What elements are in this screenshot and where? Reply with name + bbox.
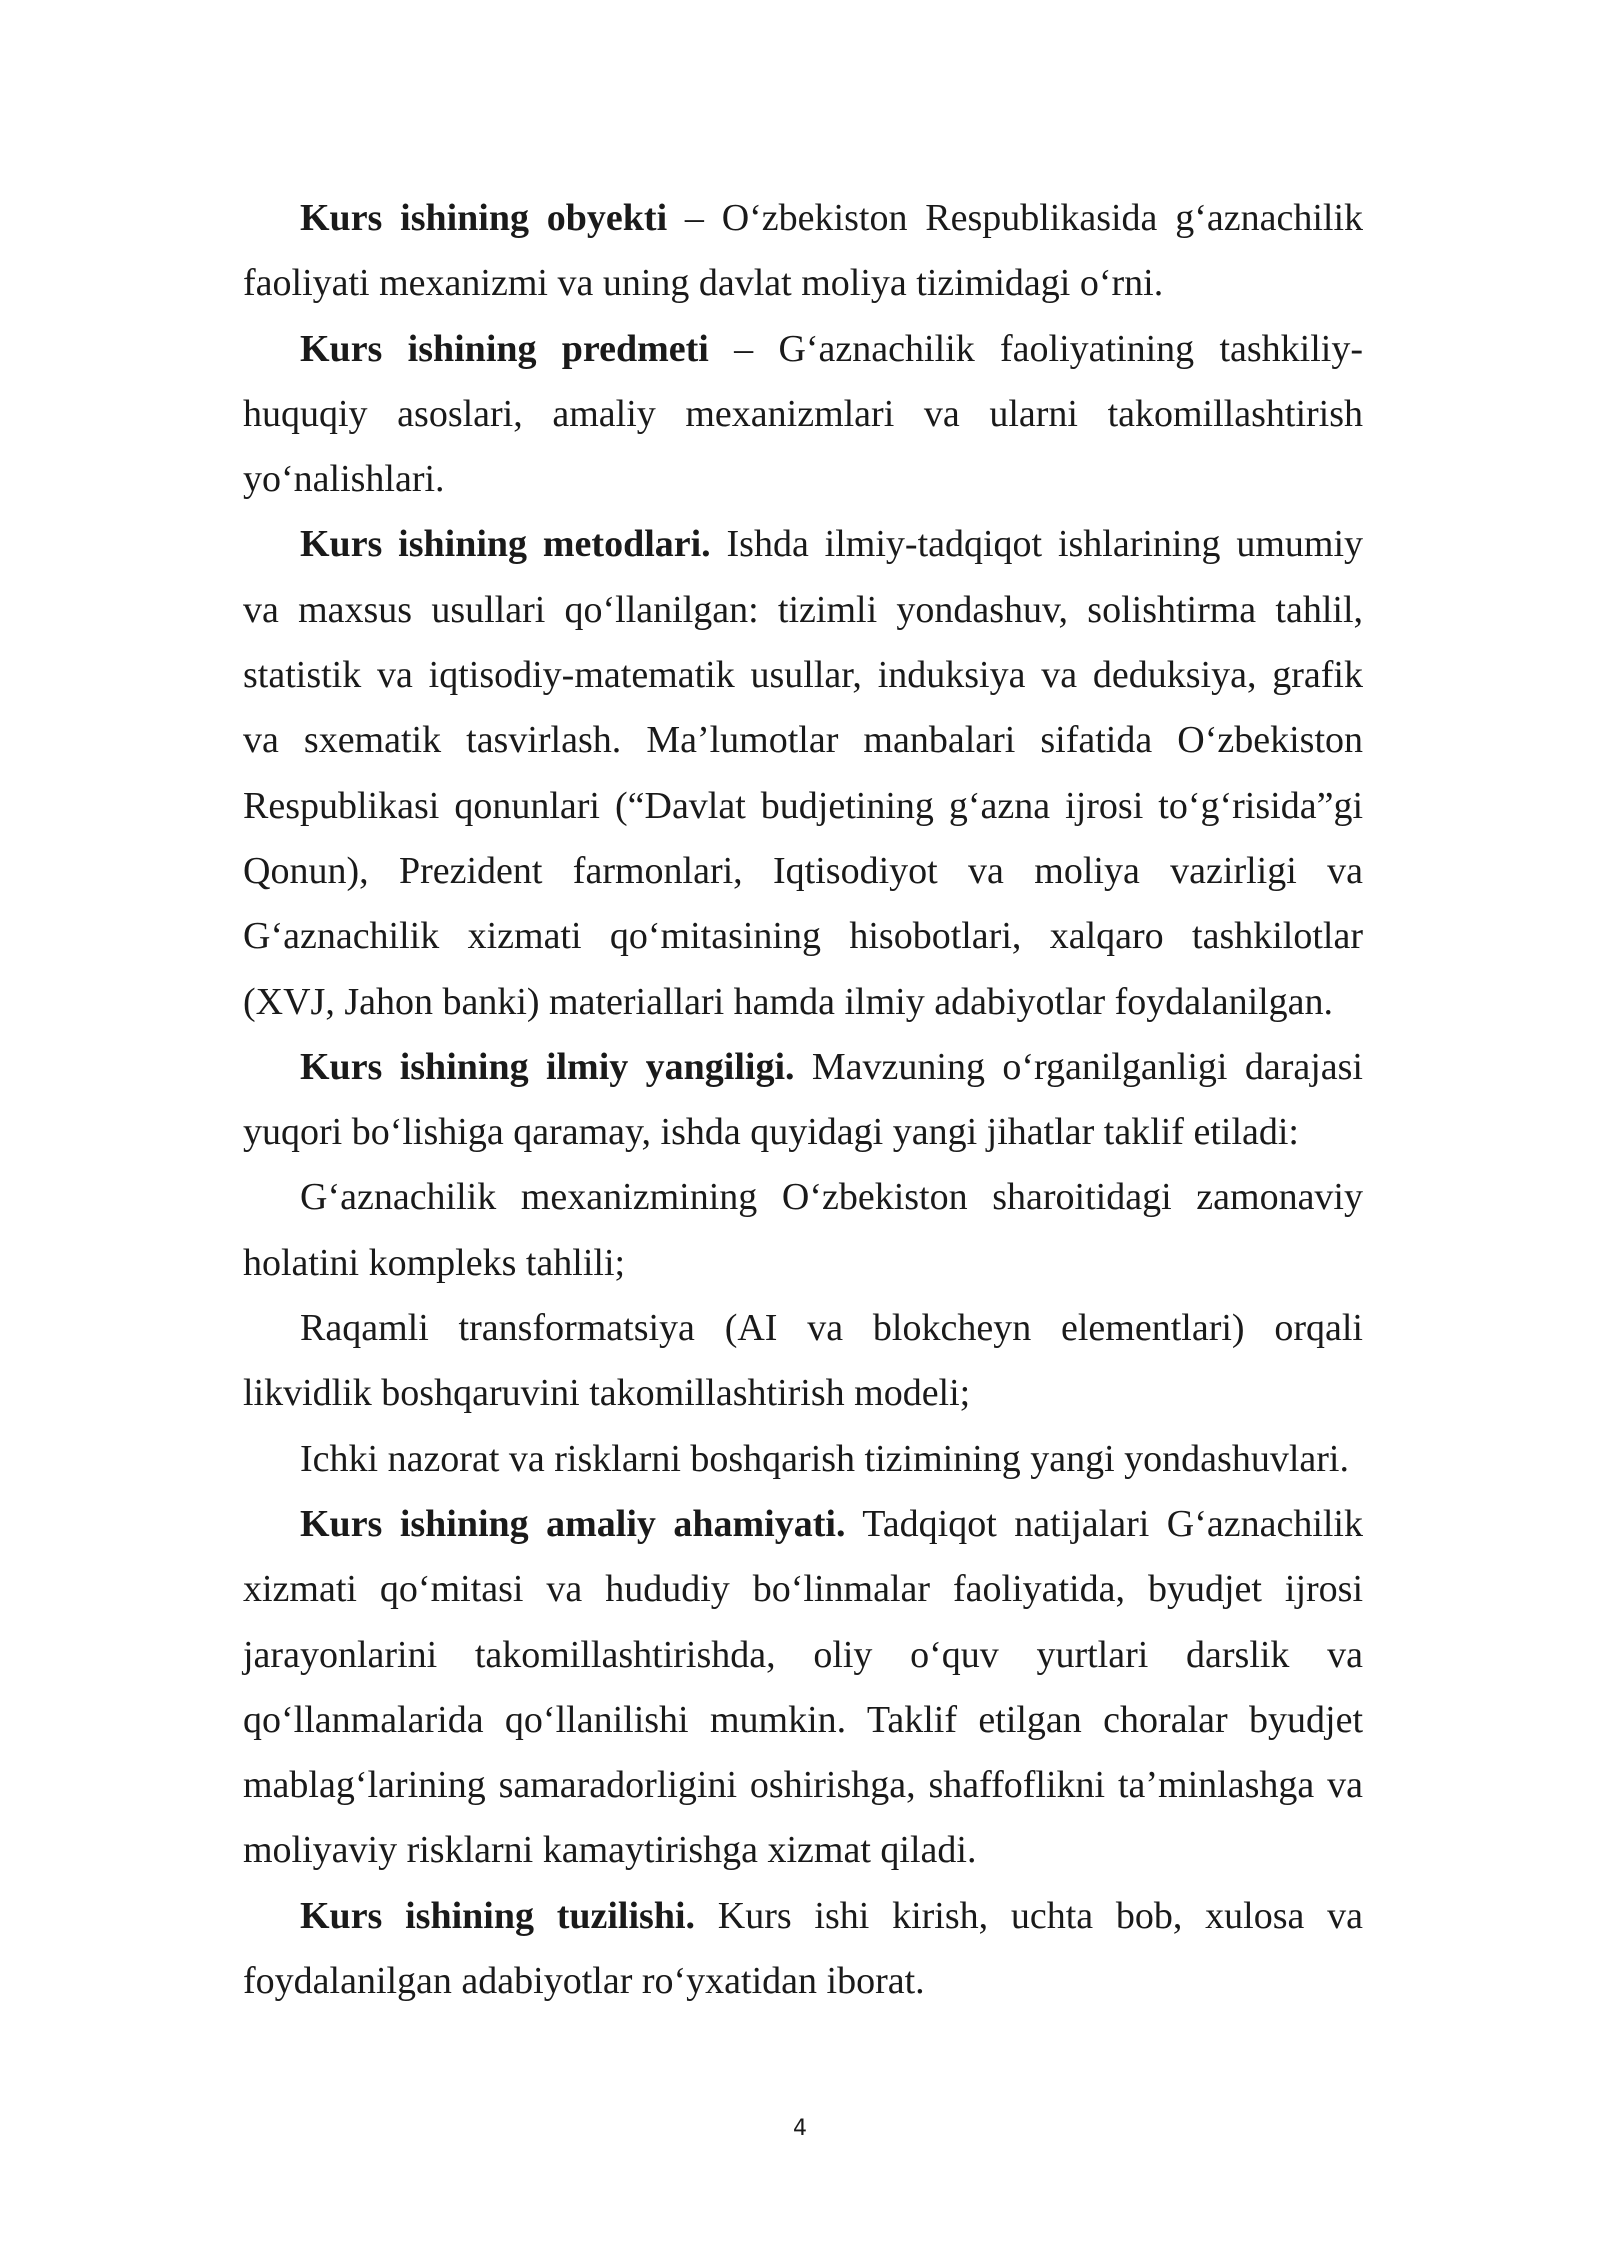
paragraph-text: Ishda ilmiy-tadqiqot ishlarining umumiy va maxsus usullari qo‘llanilgan: tizimli yondashuv, solishtirma tahlil, statistik va iqtisodiy-matematik usullar, induksiya va deduksiya, grafik va sxematik tasvirlash. Ma’lumotlar manbalari sifatida O‘zbekiston Respublikasi qonunlari (“Davlat budjetining g‘azna ijrosi to‘g‘risida”gi Qonun), Prezident farmonlari, Iqtisodiyot va moliya vazirligi va G‘aznachilik xizmati qo‘mitasining hisobotlari, xalqaro tashkilotlar (XVJ, Jahon banki) materiallari hamda ilmiy adabiyotlar foydalanilgan. bbox=[243, 523, 1363, 1023]
paragraph-practical-significance bbox=[243, 1492, 1363, 1884]
paragraph-structure bbox=[243, 1884, 1363, 2015]
paragraph-text: Ichki nazorat va risklarni boshqarish tizimining yangi yondashuvlari. bbox=[300, 1437, 1349, 1480]
paragraph-text: – O‘zbekiston Respublikasida g‘aznachilik faoliyati mexanizmi va uning davlat moliya tizimidagi o‘rni. bbox=[243, 197, 1364, 305]
body-text bbox=[243, 186, 1363, 2014]
paragraph-text: Mavzuning o‘rganilganligi darajasi yuqori bo‘lishiga qaramay, ishda quyidagi yangi jihatlar taklif etiladi: bbox=[243, 1045, 1363, 1154]
paragraph-methods bbox=[243, 512, 1363, 1034]
paragraph-lead: Kurs ishining predmeti bbox=[300, 327, 709, 370]
paragraph-lead: Kurs ishining obyekti bbox=[300, 197, 668, 239]
paragraph-lead: Kurs ishining amaliy ahamiyati. bbox=[300, 1502, 846, 1545]
paragraph-subject bbox=[243, 317, 1363, 513]
paragraph-object bbox=[243, 186, 1363, 317]
paragraph-text: G‘aznachilik mexanizmining O‘zbekiston sharoitidagi zamonaviy holatini kompleks tahlili; bbox=[243, 1176, 1363, 1284]
novelty-item-2 bbox=[243, 1296, 1363, 1427]
paragraph-lead: Kurs ishining ilmiy yangiligi. bbox=[300, 1045, 795, 1088]
paragraph-text: Kurs ishi kirish, uchta bob, xulosa va foydalanilgan adabiyotlar ro‘yxatidan iborat. bbox=[243, 1894, 1364, 2003]
novelty-item-1 bbox=[243, 1165, 1363, 1296]
paragraph-text: Tadqiqot natijalari G‘aznachilik xizmati qo‘mitasi va hududiy bo‘linmalar faoliyatida, byudjet ijrosi jarayonlarini takomillashtirishda, oliy o‘quv yurtlari darslik va qo‘llanmalarida qo‘llanilishi mumkin. Taklif etilgan choralar byudjet mablag‘larining samaradorligini oshirishga, shaffoflikni ta’minlashga va moliyaviy risklarni kamaytirishga xizmat qiladi. bbox=[243, 1502, 1363, 1872]
paragraph-novelty bbox=[243, 1035, 1363, 1166]
paragraph-lead: Kurs ishining tuzilishi. bbox=[300, 1894, 696, 1937]
paragraph-text: – G‘aznachilik faoliyatining tashkiliy-huquqiy asoslari, amaliy mexanizmlari va ularni takomillashtirish yo‘nalishlari. bbox=[243, 327, 1363, 501]
novelty-item-3 bbox=[243, 1427, 1363, 1492]
paragraph-lead: Kurs ishining metodlari. bbox=[300, 523, 711, 566]
page-number: 4 bbox=[793, 2116, 807, 2141]
paragraph-text: Raqamli transformatsiya (AI va blokcheyn elementlari) orqali likvidlik boshqaruvini takomillashtirish modeli; bbox=[243, 1307, 1363, 1415]
